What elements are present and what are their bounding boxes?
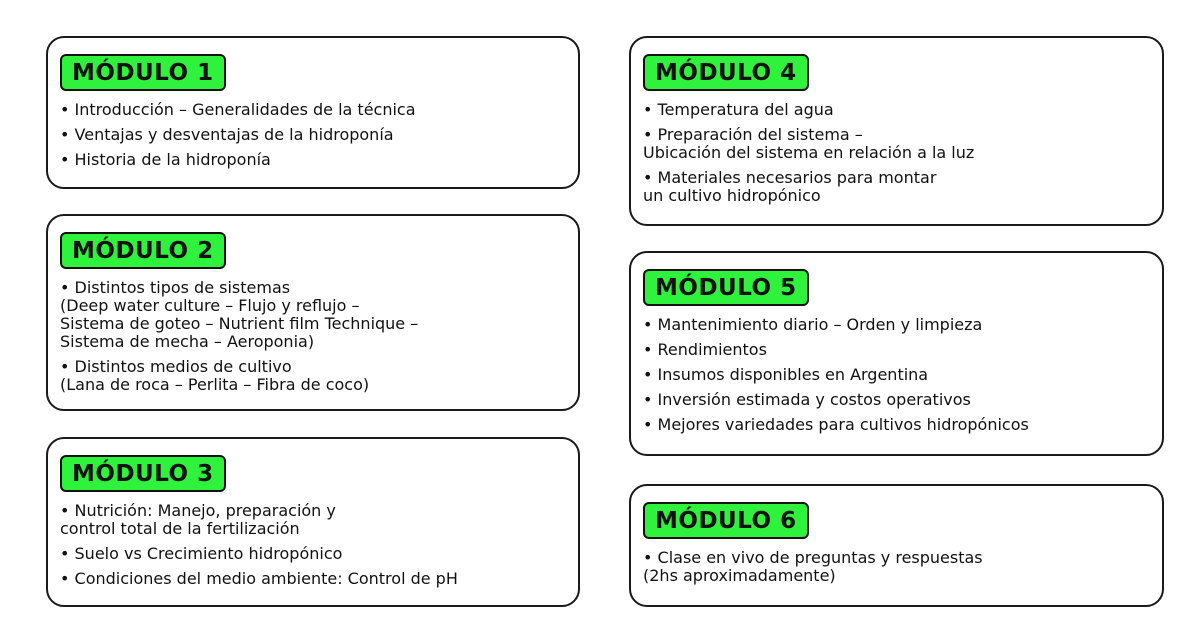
module-topic: • Rendimientos: [643, 340, 767, 359]
module-card-1: [46, 36, 580, 189]
module-title: MÓDULO 6: [643, 502, 809, 539]
module-topic: • Condiciones del medio ambiente: Control de pH: [60, 569, 458, 588]
module-topic-list: [60, 279, 566, 394]
module-title: MÓDULO 1: [60, 54, 226, 91]
module-topic: • Mantenimiento diario – Orden y limpieza: [643, 315, 983, 334]
module-title: MÓDULO 3: [60, 455, 226, 492]
module-topic: • Historia de la hidroponía: [60, 150, 271, 169]
module-topic: • Preparación del sistema – Ubicación del sistema en relación a la luz: [643, 125, 975, 162]
module-title: MÓDULO 2: [60, 232, 226, 269]
module-topic-list: [643, 316, 1150, 434]
module-topic: • Materiales necesarios para montar un cultivo hidropónico: [643, 168, 937, 205]
module-title: MÓDULO 5: [643, 269, 809, 306]
module-topic: • Insumos disponibles en Argentina: [643, 365, 929, 384]
module-card-4: [629, 36, 1164, 226]
module-topic: • Introducción – Generalidades de la técnica: [60, 100, 416, 119]
module-topic: • Inversión estimada y costos operativos: [643, 390, 971, 409]
module-topic: • Clase en vivo de preguntas y respuestas (2hs aproximadamente): [643, 548, 983, 585]
module-topic-list: [60, 101, 566, 169]
module-title: MÓDULO 4: [643, 54, 809, 91]
module-topic: • Distintos tipos de sistemas (Deep water culture – Flujo y reflujo – Sistema de goteo – Nutrient film Technique – Sistema de mecha – Aeroponia): [60, 278, 419, 351]
module-topic: • Ventajas y desventajas de la hidroponía: [60, 125, 394, 144]
module-card-5: [629, 251, 1164, 456]
module-topic-list: [60, 502, 566, 588]
module-topic: • Nutrición: Manejo, preparación y control total de la fertilización: [60, 501, 336, 538]
module-card-6: [629, 484, 1164, 607]
module-card-3: [46, 437, 580, 607]
module-topic-list: [643, 101, 1150, 205]
module-card-2: [46, 214, 580, 411]
module-topic: • Suelo vs Crecimiento hidropónico: [60, 544, 343, 563]
module-topic: • Distintos medios de cultivo (Lana de roca – Perlita – Fibra de coco): [60, 357, 370, 394]
module-topic: • Mejores variedades para cultivos hidropónicos: [643, 415, 1029, 434]
module-topic-list: [643, 549, 1150, 585]
module-topic: • Temperatura del agua: [643, 100, 834, 119]
